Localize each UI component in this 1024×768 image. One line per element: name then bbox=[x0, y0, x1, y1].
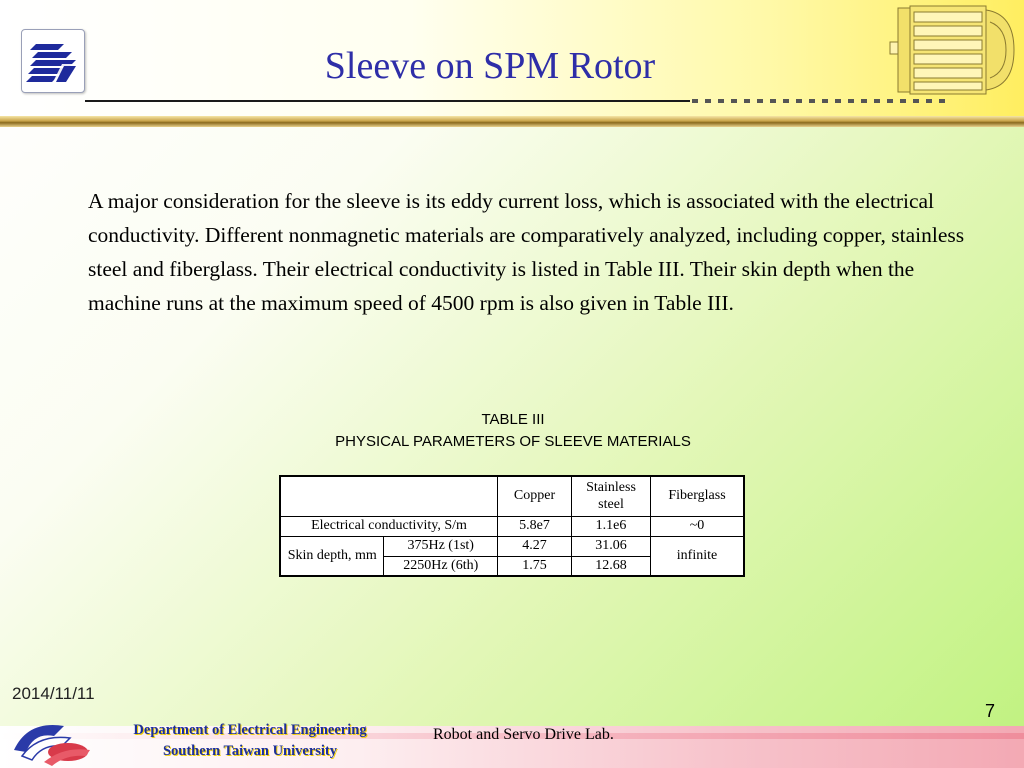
parameters-table bbox=[279, 475, 745, 577]
cell-conductivity-copper: 5.8e7 bbox=[498, 516, 572, 536]
cell-skin-fiberglass: infinite bbox=[651, 536, 745, 576]
university-logo-icon bbox=[21, 29, 85, 93]
header-rule bbox=[85, 100, 690, 102]
table-row bbox=[280, 516, 744, 536]
header-dashed-rule bbox=[692, 99, 947, 103]
slide-date: 2014/11/11 bbox=[12, 684, 95, 703]
department-logo-icon bbox=[8, 716, 94, 768]
university-line: Southern Taiwan University bbox=[162, 743, 338, 759]
cell-skin-375-stainless: 31.06 bbox=[572, 536, 651, 556]
table-header-row bbox=[280, 476, 744, 516]
department-name bbox=[100, 720, 400, 762]
table-caption-title: PHYSICAL PARAMETERS OF SLEEVE MATERIALS bbox=[335, 433, 691, 450]
header-stainless-steel: Stainless steel bbox=[572, 476, 651, 516]
body-paragraph: A major consideration for the sleeve is its eddy current loss, which is associated with the electrical conductivity. Different nonmagnetic materials are comparatively analyzed, including copper, stainless steel and fiberglass. Their electrical conductivity is listed in Table III. Their skin depth when the machine runs at the maximum speed of 4500 rpm is also given in Table III. bbox=[88, 189, 965, 315]
cell-conductivity-fiberglass: ~0 bbox=[651, 516, 745, 536]
sub-label-2250hz: 2250Hz (6th) bbox=[384, 556, 498, 576]
table-caption-number: TABLE III bbox=[481, 411, 545, 428]
cell-conductivity-stainless: 1.1e6 bbox=[572, 516, 651, 536]
header-divider-band bbox=[0, 116, 1024, 127]
table-row bbox=[280, 536, 744, 556]
slide-title: Sleeve on SPM Rotor bbox=[324, 45, 656, 87]
header-copper: Copper bbox=[498, 476, 572, 516]
cell-skin-2250-copper: 1.75 bbox=[498, 556, 572, 576]
table-corner-cell bbox=[280, 476, 498, 516]
cell-skin-375-copper: 4.27 bbox=[498, 536, 572, 556]
motor-icon bbox=[888, 2, 1018, 98]
page-number: 7 bbox=[985, 701, 996, 721]
lab-name: Robot and Servo Drive Lab. bbox=[433, 726, 614, 743]
row-label-skin-depth: Skin depth, mm bbox=[280, 536, 384, 576]
department-line: Department of Electrical Engineering bbox=[133, 722, 367, 738]
row-label-conductivity: Electrical conductivity, S/m bbox=[280, 516, 498, 536]
header-fiberglass: Fiberglass bbox=[651, 476, 745, 516]
cell-skin-2250-stainless: 12.68 bbox=[572, 556, 651, 576]
sub-label-375hz: 375Hz (1st) bbox=[384, 536, 498, 556]
table-caption bbox=[263, 409, 763, 453]
